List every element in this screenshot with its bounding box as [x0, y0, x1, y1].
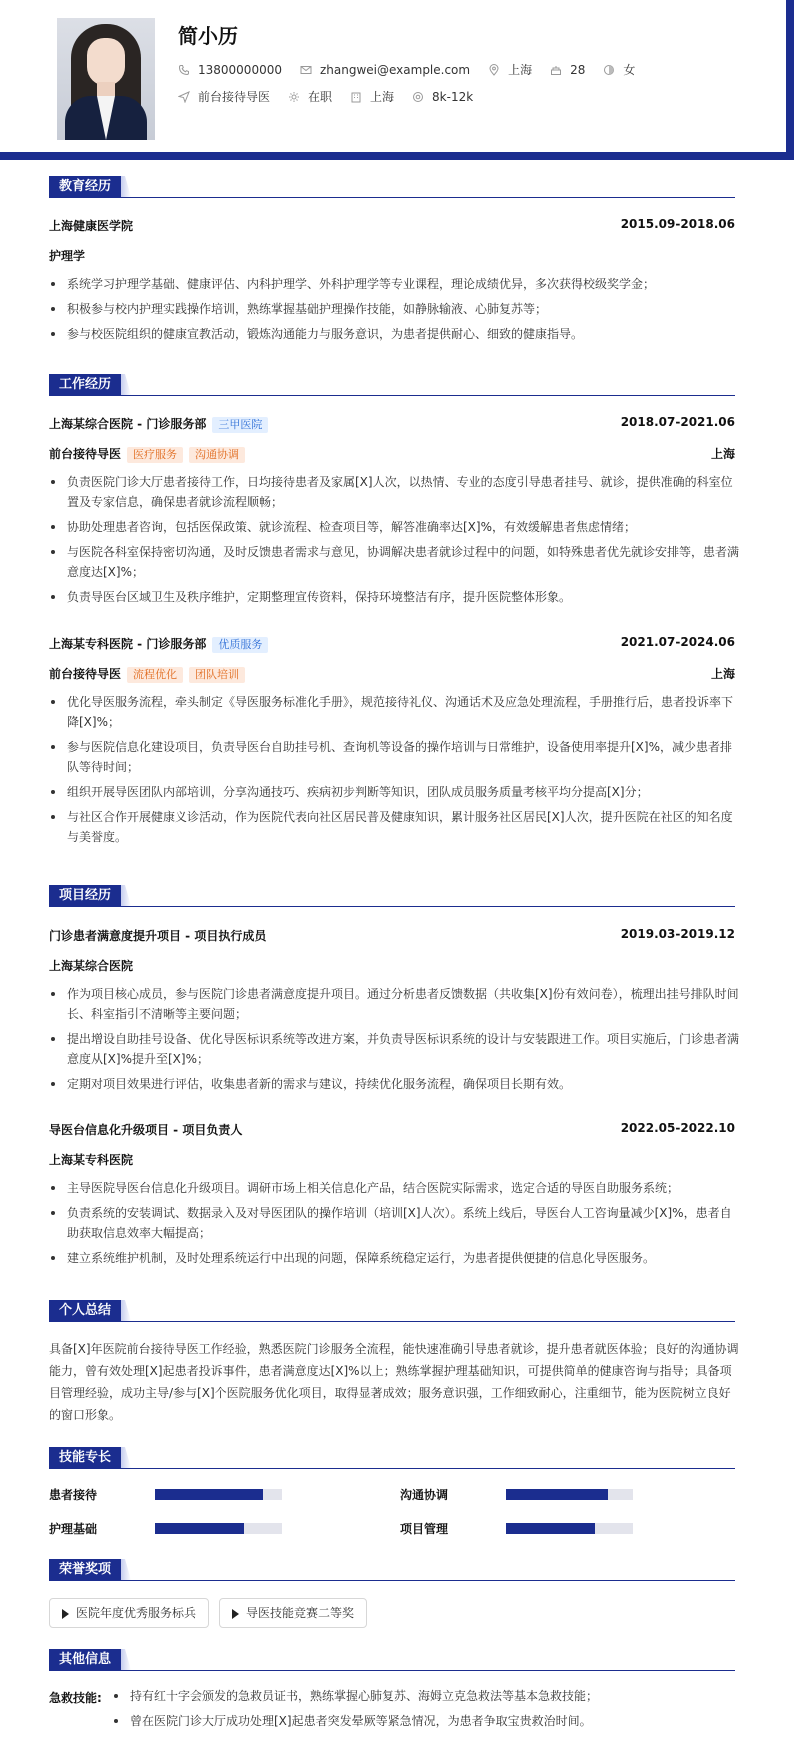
project-1-head — [49, 927, 735, 945]
work-entry-2-bullets — [49, 692, 739, 852]
list-item: 与医院各科室保持密切沟通，及时反馈患者需求与意见，协调解决患者就诊过程中的问题，如特殊患者优先就诊安排等，患者满意度达[X]%； — [49, 542, 739, 582]
location-icon — [488, 64, 500, 76]
skill-tag: 医疗服务 — [127, 447, 183, 463]
list-item: 主导医院导医台信息化升级项目。调研市场上相关信息化产品，结合医院实际需求，选定合适的导医自助服务系统； — [49, 1178, 739, 1198]
work-tag: 优质服务 — [212, 637, 268, 653]
summary-text: 具备[X]年医院前台接待导医工作经验，熟悉医院门诊服务全流程，能快速准确引导患者就诊，提升患者就医体验；良好的沟通协调能力，曾有效处理[X]起患者投诉事件，患者满意度达[X]%以上；熟练掌握护理基础知识，可提供简单的健康咨询与指导；具备项目管理经验，成功主导/参与[X]个医院服务优化项目，取得显著成效；服务意识强，工作细致耐心，注重细节，能为医院树立良好的窗口形象。 — [49, 1342, 739, 1422]
section-projects-title: 项目经历 — [49, 885, 121, 906]
gender-icon — [603, 64, 615, 76]
work-role: 前台接待导医 — [49, 667, 122, 681]
list-item: 参与校医院组织的健康宣教活动，锻炼沟通能力与服务意识，为患者提供耐心、细致的健康指导。 — [49, 324, 739, 344]
list-item: 组织开展导医团队内部培训，分享沟通技巧、疾病初步判断等知识，团队成员服务质量考核平均分提高[X]分； — [49, 782, 739, 802]
skill-bar — [155, 1523, 282, 1534]
avatar — [57, 18, 155, 140]
skill-item — [49, 1486, 97, 1502]
section-other-title: 其他信息 — [49, 1649, 121, 1670]
section-summary-title: 个人总结 — [49, 1300, 121, 1321]
job-intent-row — [178, 88, 491, 105]
project-period: 2019.03-2019.12 — [620, 927, 735, 941]
project-period: 2022.05-2022.10 — [620, 1121, 735, 1135]
skill-bar — [155, 1489, 282, 1500]
skill-name: 项目管理 — [400, 1522, 449, 1536]
gear-icon — [288, 91, 300, 103]
target-city-item — [350, 88, 394, 105]
list-item: 持有红十字会颁发的急救员证书，熟练掌握心肺复苏、海姆立克急救法等基本急救技能； — [112, 1686, 732, 1706]
section-honors-title: 荣誉奖项 — [49, 1559, 121, 1580]
skill-bar — [506, 1523, 633, 1534]
send-icon — [178, 91, 190, 103]
section-education-title: 教育经历 — [49, 176, 121, 197]
list-item: 协助处理患者咨询，包括医保政策、就诊流程、检查项目等，解答准确率达[X]%，有效缓解患者焦虑情绪； — [49, 517, 739, 537]
work-company: 上海某专科医院 - 门诊服务部 — [49, 637, 207, 651]
skill-tag: 沟通协调 — [189, 447, 245, 463]
other-bullets — [112, 1686, 732, 1736]
list-item: 负责导医台区域卫生及秩序维护，定期整理宣传资料，保持环境整洁有序，提升医院整体形象。 — [49, 587, 739, 607]
work-period: 2021.07-2024.06 — [620, 635, 735, 649]
education-period: 2015.09-2018.06 — [620, 217, 735, 231]
work-entry-2-role — [49, 665, 735, 683]
section-skills — [49, 1447, 735, 1469]
list-item: 曾在医院门诊大厅成功处理[X]起患者突发晕厥等紧急情况，为患者争取宝贵救治时间。 — [112, 1711, 732, 1731]
project-1-org — [49, 957, 735, 975]
position-item — [178, 88, 270, 105]
work-entry-1-bullets — [49, 472, 739, 612]
project-2-org — [49, 1151, 735, 1169]
school-name: 上海健康医学院 — [49, 219, 134, 233]
other-label: 急救技能: — [49, 1691, 102, 1705]
city-text: 上海 — [508, 63, 533, 77]
education-entry-head — [49, 217, 735, 235]
mail-icon — [300, 64, 312, 76]
list-item: 参与医院信息化建设项目，负责导医台自助挂号机、查询机等设备的操作培训与日常维护，设备使用率提升[X]%，减少患者排队等待时间； — [49, 737, 739, 777]
play-icon — [62, 1609, 69, 1619]
gender-text: 女 — [623, 63, 636, 77]
major-name: 护理学 — [49, 249, 86, 263]
project-2-bullets — [49, 1178, 739, 1273]
honor-text: 导医技能竞赛二等奖 — [246, 1606, 355, 1620]
list-item: 提出增设自助挂号设备、优化导医标识系统等改进方案，并负责导医标识系统的设计与安装跟进工作。项目实施后，门诊患者满意度从[X]%提升至[X]%； — [49, 1029, 739, 1069]
work-company: 上海某综合医院 - 门诊服务部 — [49, 417, 207, 431]
honor-text: 医院年度优秀服务标兵 — [76, 1606, 197, 1620]
age-icon — [550, 64, 562, 76]
education-bullets — [49, 274, 739, 349]
contact-row — [178, 61, 653, 78]
work-location: 上海 — [710, 447, 735, 461]
list-item: 建立系统维护机制，及时处理系统运行中出现的问题，保障系统稳定运行，为患者提供便捷的信息化导医服务。 — [49, 1248, 739, 1268]
salary-text: 8k-12k — [432, 89, 474, 104]
project-org: 上海某综合医院 — [49, 959, 134, 973]
list-item: 负责系统的安装调试、数据录入及对导医团队的操作培训（培训[X]人次）。系统上线后，导医台人工咨询量减少[X]%，患者自助获取信息效率大幅提高； — [49, 1203, 739, 1243]
section-work-title: 工作经历 — [49, 374, 121, 395]
skill-bar-fill — [155, 1523, 244, 1534]
skill-bar-fill — [506, 1523, 595, 1534]
status-item — [288, 88, 332, 105]
list-item: 与社区合作开展健康义诊活动，作为医院代表向社区居民普及健康知识，累计服务社区居民[X]人次，提升医院在社区的知名度与美誉度。 — [49, 807, 739, 847]
skill-name: 患者接待 — [49, 1488, 98, 1502]
age-item — [550, 63, 585, 77]
project-2-head — [49, 1121, 735, 1139]
building-icon — [350, 91, 362, 103]
coin-icon — [412, 91, 424, 103]
work-period: 2018.07-2021.06 — [620, 415, 735, 429]
skill-bar-fill — [506, 1489, 608, 1500]
list-item: 定期对项目效果进行评估，收集患者新的需求与建议，持续优化服务流程，确保项目长期有效。 — [49, 1074, 739, 1094]
project-title: 导医台信息化升级项目 - 项目负责人 — [49, 1123, 243, 1137]
honor-chip — [219, 1598, 367, 1628]
project-org: 上海某专科医院 — [49, 1153, 134, 1167]
phone-icon — [178, 64, 190, 76]
work-entry-2-head — [49, 635, 735, 653]
skill-name: 沟通协调 — [400, 1488, 449, 1502]
phone-text: 13800000000 — [198, 62, 282, 77]
gender-item — [603, 61, 635, 78]
honor-chip — [49, 1598, 209, 1628]
candidate-name: 简小历 — [178, 24, 238, 48]
skill-bar — [506, 1489, 633, 1500]
skill-name: 护理基础 — [49, 1522, 98, 1536]
section-skills-title: 技能专长 — [49, 1447, 121, 1468]
play-icon — [232, 1609, 239, 1619]
target-city-text: 上海 — [370, 90, 395, 104]
work-entry-1-head — [49, 415, 735, 433]
position-text: 前台接待导医 — [198, 90, 271, 104]
header-card — [0, 0, 786, 152]
email-item — [300, 63, 470, 77]
section-summary — [49, 1300, 735, 1322]
project-1-bullets — [49, 984, 739, 1099]
list-item: 作为项目核心成员，参与医院门诊患者满意度提升项目。通过分析患者反馈数据（共收集[X]份有效问卷），梳理出挂号排队时间长、科室指引不清晰等主要问题； — [49, 984, 739, 1024]
list-item: 优化导医服务流程，牵头制定《导医服务标准化手册》，规范接待礼仪、沟通话术及应急处理流程，手册推行后，患者投诉率下降[X]%； — [49, 692, 739, 732]
status-text: 在职 — [308, 90, 333, 104]
section-honors — [49, 1559, 735, 1581]
section-work — [49, 374, 735, 396]
list-item: 系统学习护理学基础、健康评估、内科护理学、外科护理学等专业课程，理论成绩优异，多次获得校级奖学金； — [49, 274, 739, 294]
header-frame — [0, 0, 794, 160]
work-location: 上海 — [710, 667, 735, 681]
work-tag: 三甲医院 — [212, 417, 268, 433]
list-item: 积极参与校内护理实践操作培训，熟练掌握基础护理操作技能，如静脉输液、心肺复苏等； — [49, 299, 739, 319]
section-education — [49, 176, 735, 198]
education-major — [49, 247, 735, 265]
project-title: 门诊患者满意度提升项目 - 项目执行成员 — [49, 929, 267, 943]
work-role: 前台接待导医 — [49, 447, 122, 461]
skill-item — [400, 1486, 448, 1502]
skill-tag: 流程优化 — [127, 667, 183, 683]
skill-item — [400, 1520, 448, 1536]
age-text: 28 — [570, 62, 586, 77]
phone-item — [178, 63, 282, 77]
salary-item — [412, 90, 473, 104]
skill-tag: 团队培训 — [189, 667, 245, 683]
skill-bar-fill — [155, 1489, 263, 1500]
work-entry-1-role — [49, 445, 735, 463]
list-item: 负责医院门诊大厅患者接待工作，日均接待患者及家属[X]人次，以热情、专业的态度引导患者挂号、就诊，提供准确的科室位置及专家信息，确保患者就诊流程顺畅； — [49, 472, 739, 512]
section-other — [49, 1649, 735, 1671]
email-text: zhangwei@example.com — [319, 62, 471, 77]
section-projects — [49, 885, 735, 907]
skill-item — [49, 1520, 97, 1536]
city-item — [488, 61, 532, 78]
